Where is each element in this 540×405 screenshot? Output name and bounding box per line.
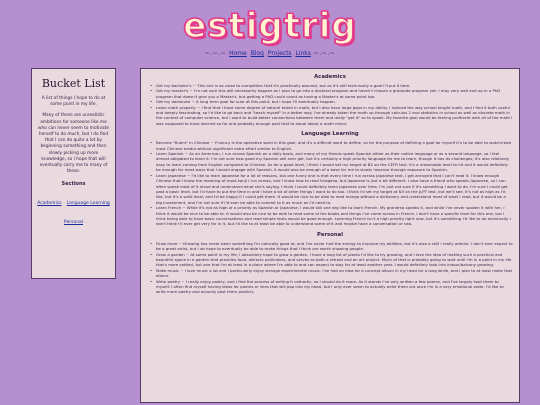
personal-list: [147, 241, 513, 295]
list-item: • Become "fluent" in Chinese ~ Fluency is the operative word in this goal, and it's a difficult word to define, so for the purpose of defining a goal for myself it's to be able to watch/read most Chinese media without significant extra effort similar to English.: [153, 140, 513, 151]
main-content: [140, 68, 520, 403]
section-heading-language-learning: Language Learning: [301, 131, 359, 138]
nav-link-blog[interactable]: Blog: [250, 50, 264, 57]
list-item: • Make music ~ I love music a lot and I particularly enjoy strange experimental music. I've had an idea for a concept album in my head for a long while, and I plan to at least make that album.: [153, 268, 513, 279]
list-item: • Write poetry ~ I really enjoy poetry, and I find the process of writing it cathartic, so I should do it more. As it stands I've only written a few poems, and I've largely kept them to myself. I often find myself having ideas for poems or lines that will pop into my head, but I only ever seem to actually write them out once I'm in a very emotional state. I'd like to write more poetry and actually post them publicly.: [153, 279, 513, 295]
list-item: • Grow a garden ~ At some point in my life, I absolutely hope to grow a garden. I have a long list of plants I'd like to try growing, and I love the idea of making such a practical and beautiful space in a garden that provides food, attracts pollinators, and serves as both a retreat and an art project. Much of that is probably going to wait until I'm in a point in my life that's more settled, but one that I'm at least in a place where I'm able to and can expect to stay for at least another year. I would definitely look into indoor/balcony growing.: [153, 252, 513, 268]
academics-list: [147, 83, 513, 126]
section-links: [36, 189, 111, 227]
list-item: • Get my doctorate ~ A long term goal for sure at this point, but I hope I'll eventually happen.: [153, 99, 513, 104]
list-item: • Learn French ~ While it's not as high of a priority as Spanish or Japanese, I would still one day like to learn French. My grandma speaks it, and while I've never spoken it with her, I think it would be nice to be able to. It would also be nice to be able to read some of the books and things I've come across in French. I don't have a specific level for this one, but I think being able to have basic conversations and read simple texts would be good enough. Learning French isn't a high priority right now, but it's something I'd like to do eventually. I don't think I'll ever get very far in it, but I'd like to at least be able to understand some of it and maybe have a conversation or two.: [153, 205, 513, 227]
section-link-academics[interactable]: Academics: [37, 201, 62, 207]
nav-link-links[interactable]: Links: [295, 50, 311, 57]
section-link-personal[interactable]: Personal: [63, 220, 84, 226]
sections-heading: Sections: [61, 181, 86, 188]
list-item: • Get my bachelor's ~ This one is so close to completion that it's practically assured, but as it's still technically a goal I'll put it here.: [153, 83, 513, 88]
sidebar-intro-2: Many of these are unrealistic ambitions for someone like me who can never seem to motivate herself to do much, but I do find that I can do quite a lot by beginning something and then slowly picking up more knowledge, so I hope that will eventually carry me to many of these.: [38, 113, 109, 175]
page-title: Bucket List: [41, 77, 106, 90]
section-heading-academics: Academics: [314, 74, 346, 80]
section-link-language-learning[interactable]: Language Learning: [66, 201, 110, 207]
language-list: [147, 140, 513, 227]
nav-link-home[interactable]: Home: [229, 50, 247, 57]
section-personal: [147, 232, 513, 295]
sidebar-panel: [31, 68, 116, 279]
section-academics: [147, 74, 513, 126]
list-item: • Learn Spanish ~ As an American, I run across Spanish on a daily basis, and many of my friends speak Spanish either as their native language or as a second language, so I feel almost obligated to learn it. I'm not sure how good my Spanish will ever get, but it's certainly a high priority language for me to learn, though it has its challenges; it's also relatively easy to learn coming from English compared to Chinese. As for a good level, I think I would set my target at B2 on the CEFR test. It's a reasonable level to hit and it would definitely be enough for most ways that I would engage with Spanish. It would also be enough of a base for me to slowly improve through exposure to Spanish.: [153, 151, 513, 173]
nav-link-projects[interactable]: Projects: [267, 50, 292, 57]
section-language-learning: [147, 131, 513, 227]
top-nav: [0, 50, 540, 57]
list-item: • Learn Japanese ~ I'd like to learn Japanese for a lot of reasons, but one funny one is that every time I run across Japanese text, I get annoyed that I can't read it. I know enough Chinese that I know the meaning of most kanji I run across, and I know how to read hiragana, but Japanese is just a bit different. I also have a friend who speaks Japanese, so I can often speak most of it aloud and understand what she's saying. I think I could definitely learn Japanese over time, I'm just not sure if it's something I want to do. I'm sure I could get past a basic level, but I'd have to put the time in and I have a lot of other things I want to do too. I think I'd set my target at N3 on the JLPT test, but we'll see. It's not as high as I'd like, but it's a solid level, and I'd be happy if I could get there. It would be nice to be able to read manga without a dictionary and understand most of what I read, but it would be a big investment, and I'm not sure if I'd ever be able to commit to it as much as I'd need to.: [153, 173, 513, 205]
site-logo[interactable]: estigtrig: [183, 6, 357, 46]
section-heading-personal: Personal: [316, 231, 344, 238]
nav-wave-right: ~.~.~: [313, 50, 336, 57]
nav-wave-left: ~.~.~: [204, 50, 227, 57]
list-item: • Get my master's ~ I'm not sure this will necessarily happen as I plan to go into a doctoral program and haven't chosen a graduate program yet. I may very well end up in a PhD program that doesn't give you a Master's, but getting a PhD could count as having a Master's at some point too.: [153, 88, 513, 99]
sidebar-intro-1: A list of things I hope to do at some point in my life.: [41, 96, 106, 108]
list-item: • Learn math properly ~ I find that I have some degree of natural talent in math, but I also have large gaps in my ability. I noticed the way school taught math, and I find it both useful and deeply fascinating, so I'd like to go back and "teach myself" in a better way. I've already taken the math up through calculus 2 and statistics in school as well as discrete math in the context of computer science, but I want to build better connections between them and really "get it" so to speak. My favorite goal would be feeling proficient with all of the math I was supposed to have learned so far and probably enough past that to equal about a math minor.: [153, 105, 513, 127]
list-item: • Draw more ~ Drawing has never been something I'm naturally good at, and I've never had the energy to improve my abilities, but it's also a skill I really admire. I don't ever expect to be a great artist, but I do hope to eventually be able to make things that I think are worth showing people.: [153, 241, 513, 252]
